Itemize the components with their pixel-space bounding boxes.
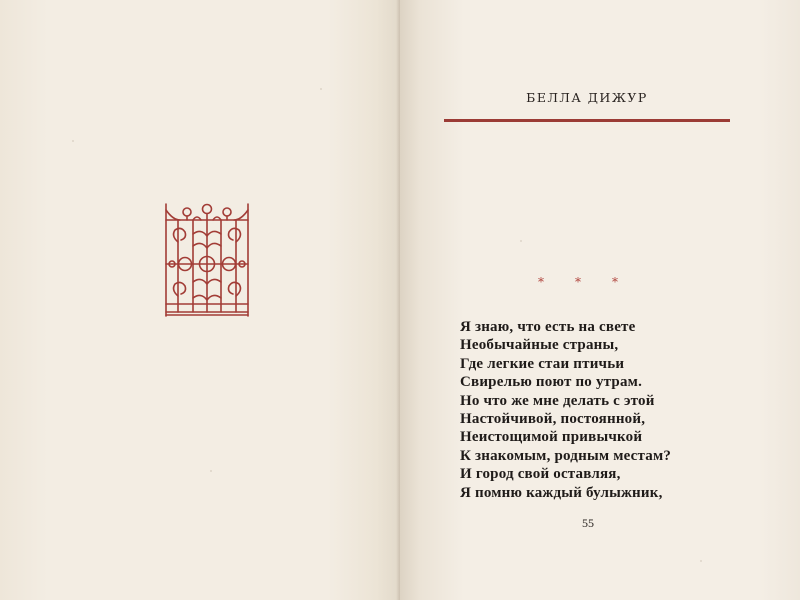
poem-line: Необычайные страны, bbox=[460, 337, 619, 354]
author-divider bbox=[444, 119, 730, 122]
poem-line: Я помню каждый булыжник, bbox=[460, 484, 663, 501]
poem-line: И город свой оставляя, bbox=[460, 466, 621, 483]
poem-line: Где легкие стаи птичьи bbox=[460, 355, 625, 372]
page-number: 55 bbox=[582, 516, 594, 530]
wrought-iron-gate-ornament-icon bbox=[163, 200, 251, 318]
poem-line: Неистощимой привычкой bbox=[460, 429, 643, 446]
poem-line: Я знаю, что есть на свете bbox=[460, 319, 636, 335]
section-mark bbox=[538, 275, 618, 289]
poem-text bbox=[460, 318, 760, 502]
poem-line: Настойчивой, постоянной, bbox=[460, 411, 646, 428]
poem-line: Но что же мне делать с этой bbox=[460, 392, 655, 409]
asterisk: * bbox=[575, 275, 581, 289]
author-name: БЕЛЛА ДИЖУР bbox=[526, 90, 648, 105]
poem-line: Свирелью поют по утрам. bbox=[460, 374, 643, 391]
asterisk: * bbox=[612, 275, 618, 289]
poem-line: К знакомым, родным местам? bbox=[460, 447, 672, 464]
asterisk: * bbox=[538, 275, 544, 289]
